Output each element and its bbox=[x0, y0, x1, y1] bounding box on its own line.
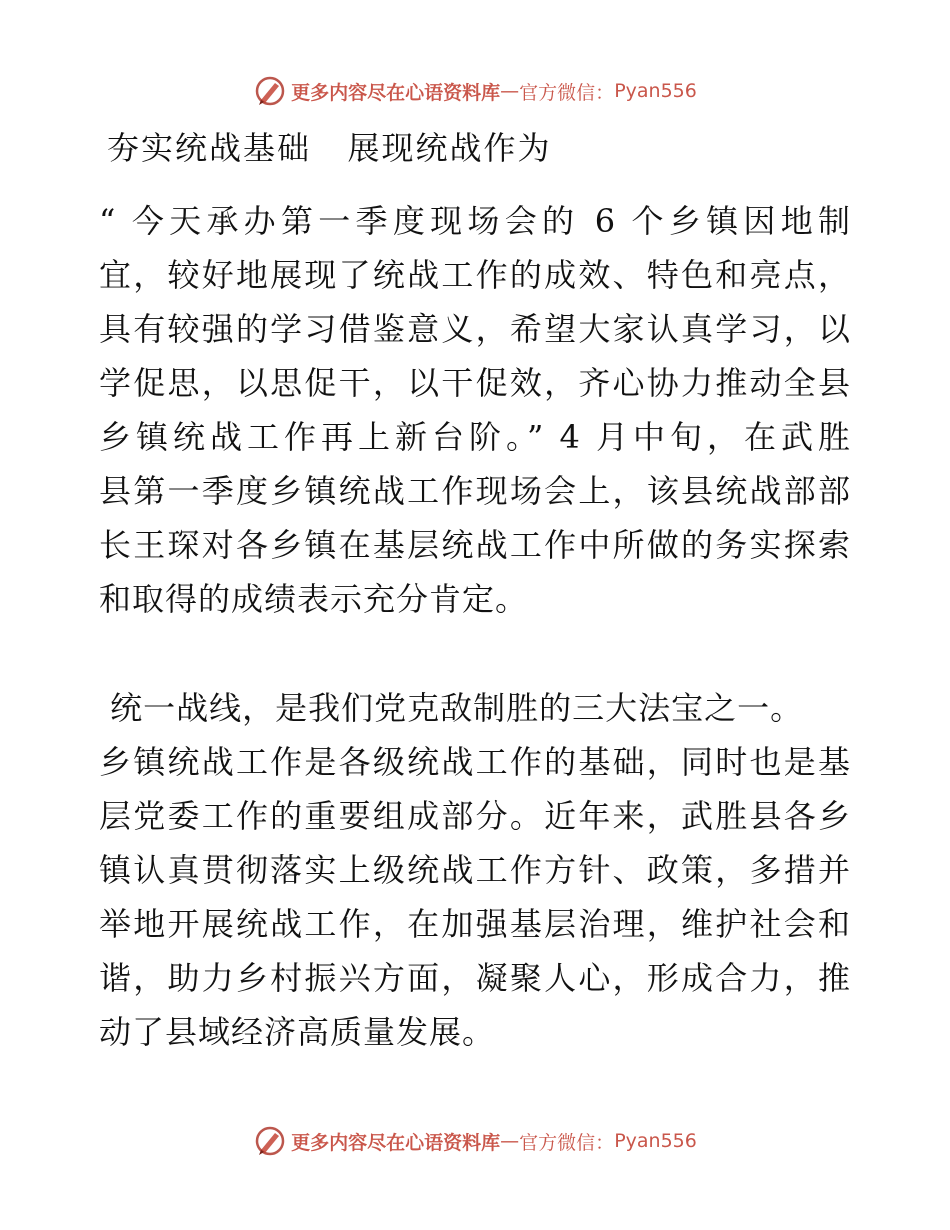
paragraph-line: 长王琛对各乡镇在基层统战工作中所做的务实探索 bbox=[99, 526, 851, 564]
banner-wechat-label: 官方微信： bbox=[519, 1131, 615, 1154]
paragraph-line: 县第一季度乡镇统战工作现场会上，该县统战部部 bbox=[99, 472, 851, 510]
paragraph-line: 具有较强的学习借鉴意义，希望大家认真学习，以 bbox=[99, 310, 851, 348]
paragraph-line: 层党委工作的重要组成部分。近年来，武胜县各乡 bbox=[99, 797, 851, 835]
banner-wechat-id: Pyan556 bbox=[614, 1130, 697, 1152]
article-title: 夯实统战基础 展现统战作为 bbox=[107, 129, 552, 167]
banner-wechat-id: Pyan556 bbox=[614, 80, 697, 102]
paragraph-line: “ 今天承办第一季度现场会的 6 个乡镇因地制 bbox=[99, 202, 851, 240]
paragraph-line: 镇认真贯彻落实上级统战工作方针、政策，多措并 bbox=[99, 851, 851, 889]
paragraph-line: 乡镇统战工作再上新台阶。” 4 月中旬，在武胜 bbox=[99, 418, 851, 456]
banner-dash: — bbox=[500, 1130, 520, 1152]
banner-dash: — bbox=[500, 80, 520, 102]
paragraph-line: 动了县域经济高质量发展。 bbox=[99, 1013, 496, 1051]
paragraph-line: 统一战线，是我们党克敌制胜的三大法宝之一。 bbox=[99, 689, 804, 727]
banner-site-text: 更多内容尽在心语资料库 bbox=[291, 1131, 501, 1154]
paragraph-1 bbox=[99, 194, 851, 626]
paragraph-line: 和取得的成绩表示充分肯定。 bbox=[99, 580, 529, 618]
paragraph-line: 乡镇统战工作是各级统战工作的基础，同时也是基 bbox=[99, 743, 851, 781]
pen-logo-icon bbox=[253, 74, 287, 108]
paragraph-2 bbox=[99, 681, 851, 1059]
paragraph-line: 学促思，以思促干，以干促效，齐心协力推动全县 bbox=[99, 364, 851, 402]
footer-banner bbox=[0, 1121, 950, 1161]
pen-logo-icon bbox=[253, 1124, 287, 1158]
paragraph-line: 举地开展统战工作，在加强基层治理，维护社会和 bbox=[99, 905, 851, 943]
banner-wechat-label: 官方微信： bbox=[519, 81, 615, 104]
banner-site-text: 更多内容尽在心语资料库 bbox=[291, 81, 501, 104]
header-banner bbox=[0, 71, 950, 111]
paragraph-line: 宜，较好地展现了统战工作的成效、特色和亮点， bbox=[99, 256, 851, 294]
paragraph-line: 谐，助力乡村振兴方面，凝聚人心，形成合力，推 bbox=[99, 959, 851, 997]
